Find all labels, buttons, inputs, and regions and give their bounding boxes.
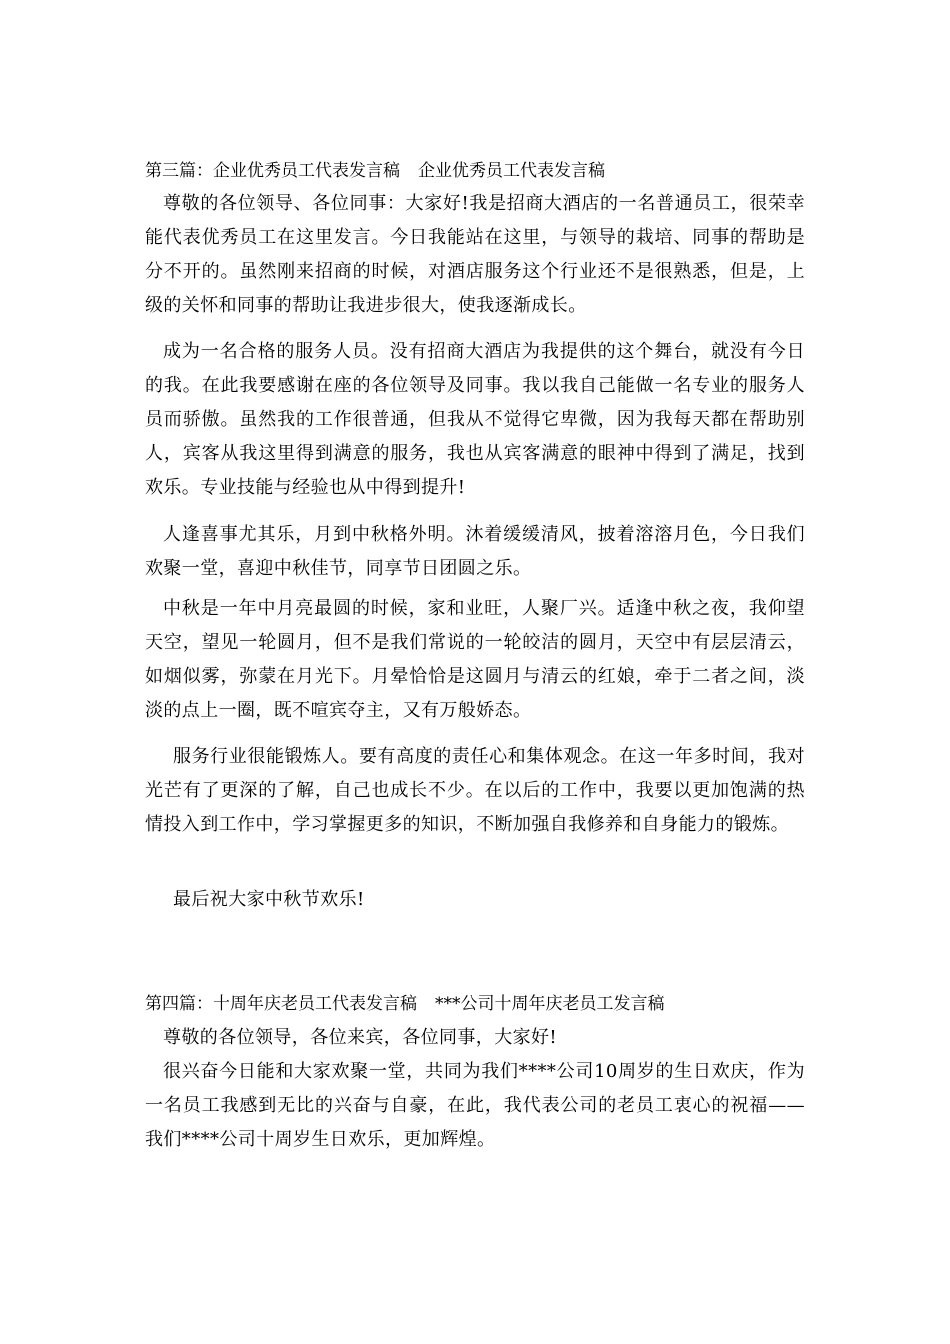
section-3-title xyxy=(145,161,805,181)
section-4-paragraph-2: 很兴奋今日能和大家欢聚一堂，共同为我们****公司10周岁的生日欢庆，作为一名员工我感到无比的兴奋与自豪，在此，我代表公司的老员工衷心的祝福——我们****公司十周岁生日欢乐，更加辉煌。 xyxy=(145,1061,805,1150)
section-4-title-suffix: ***公司十周年庆老员工发言稿 xyxy=(435,994,665,1014)
section-3-title-suffix: 企业优秀员工代表发言稿 xyxy=(418,161,605,181)
section-3-paragraph-3: 人逢喜事尤其乐，月到中秋格外明。沐着缓缓清风，披着溶溶月色，今日我们欢聚一堂，喜迎中秋佳节，同享节日团圆之乐。 xyxy=(145,524,805,579)
section-4-title-prefix: 第四篇：十周年庆老员工代表发言稿 xyxy=(145,994,417,1014)
section-4-title xyxy=(145,994,805,1014)
section-3-paragraph-6: 最后祝大家中秋节欢乐! xyxy=(173,889,365,910)
section-3-paragraph-5: 服务行业很能锻炼人。要有高度的责任心和集体观念。在这一年多时间，我对光芒有了更深的了解，自己也成长不少。在以后的工作中，我要以更加饱满的热情投入到工作中，学习掌握更多的知识，不断加强自我修养和自身能力的锻炼。 xyxy=(145,746,805,835)
section-4-paragraph-1: 尊敬的各位领导，各位来宾，各位同事，大家好! xyxy=(163,1027,558,1048)
section-3-paragraph-1: 尊敬的各位领导、各位同事：大家好!我是招商大酒店的一名普通员工，很荣幸能代表优秀员工在这里发言。今日我能站在这里，与领导的栽培、同事的帮助是分不开的。虽然刚来招商的时候，对酒店服务这个行业还不是很熟悉，但是，上级的关怀和同事的帮助让我进步很大，使我逐渐成长。 xyxy=(145,193,805,316)
section-3-paragraph-4: 中秋是一年中月亮最圆的时候，家和业旺，人聚厂兴。适逢中秋之夜，我仰望天空，望见一轮圆月，但不是我们常说的一轮皎洁的圆月，天空中有层层清云，如烟似雾，弥蒙在月光下。月晕恰恰是这圆月与清云的红娘，牵于二者之间，淡淡的点上一圈，既不喧宾夺主，又有万般娇态。 xyxy=(145,598,805,721)
section-3-title-prefix: 第三篇：企业优秀员工代表发言稿 xyxy=(145,161,400,181)
section-3-paragraph-2: 成为一名合格的服务人员。没有招商大酒店为我提供的这个舞台，就没有今日的我。在此我要感谢在座的各位领导及同事。我以我自己能做一名专业的服务人员而骄傲。虽然我的工作很普通，但我从不觉得它卑微，因为我每天都在帮助别人，宾客从我这里得到满意的服务，我也从宾客满意的眼神中得到了满足，找到欢乐。专业技能与经验也从中得到提升! xyxy=(145,341,805,498)
